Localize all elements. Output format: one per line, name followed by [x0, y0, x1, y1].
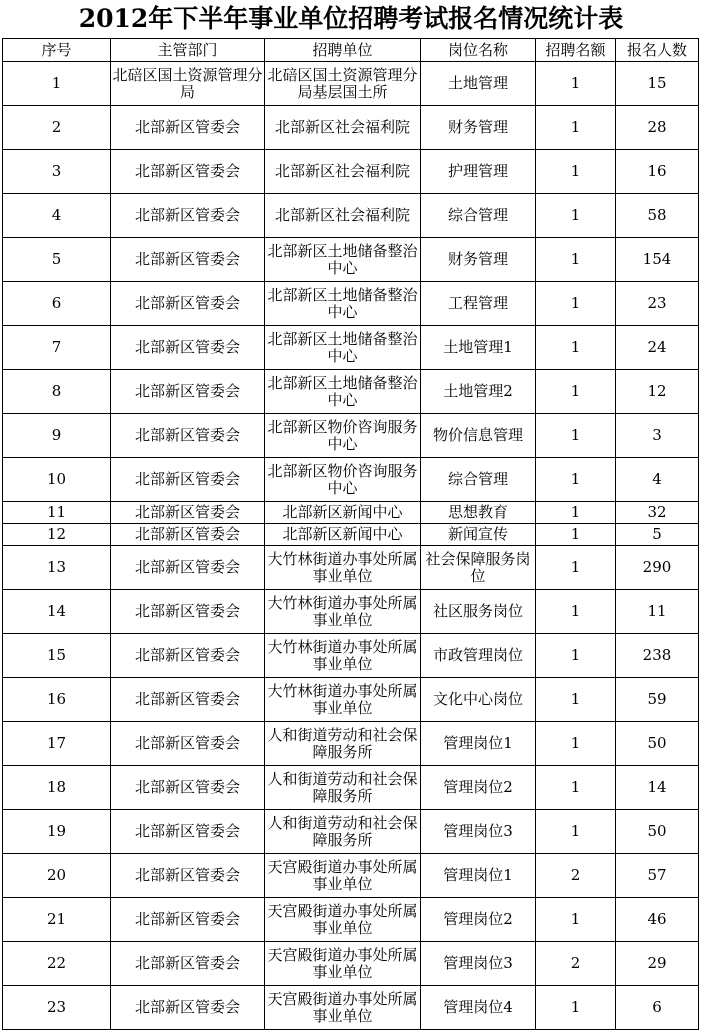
- table-row: [3, 678, 699, 722]
- cell-unit: 北部新区物价咨询服务中心: [265, 414, 421, 458]
- cell-applicants: 16: [616, 150, 699, 194]
- cell-applicants: 46: [616, 898, 699, 942]
- cell-post: 管理岗位2: [421, 766, 536, 810]
- table-row: [3, 502, 699, 524]
- cell-dept: 北部新区管委会: [111, 898, 265, 942]
- cell-quota: 1: [536, 722, 616, 766]
- cell-post: 新闻宣传: [421, 524, 536, 546]
- header-quota: 招聘名额: [536, 39, 616, 62]
- table-row: [3, 238, 699, 282]
- header-no: 序号: [3, 39, 111, 62]
- cell-unit: 大竹林街道办事处所属事业单位: [265, 546, 421, 590]
- cell-applicants: 11: [616, 590, 699, 634]
- cell-quota: 1: [536, 502, 616, 524]
- cell-unit: 北部新区土地储备整治中心: [265, 282, 421, 326]
- cell-dept: 北部新区管委会: [111, 678, 265, 722]
- cell-dept: 北部新区管委会: [111, 722, 265, 766]
- cell-no: 3: [3, 150, 111, 194]
- cell-dept: 北部新区管委会: [111, 150, 265, 194]
- cell-applicants: 154: [616, 238, 699, 282]
- cell-unit: 人和街道劳动和社会保障服务所: [265, 722, 421, 766]
- table-row: [3, 810, 699, 854]
- cell-applicants: 24: [616, 326, 699, 370]
- table-row: [3, 986, 699, 1030]
- cell-quota: 1: [536, 238, 616, 282]
- header-dept: 主管部门: [111, 39, 265, 62]
- cell-no: 15: [3, 634, 111, 678]
- table-row: [3, 194, 699, 238]
- cell-quota: 1: [536, 62, 616, 106]
- cell-quota: 1: [536, 194, 616, 238]
- cell-applicants: 6: [616, 986, 699, 1030]
- cell-no: 18: [3, 766, 111, 810]
- cell-post: 社区服务岗位: [421, 590, 536, 634]
- cell-applicants: 5: [616, 524, 699, 546]
- cell-no: 8: [3, 370, 111, 414]
- cell-unit: 人和街道劳动和社会保障服务所: [265, 810, 421, 854]
- cell-dept: 北部新区管委会: [111, 810, 265, 854]
- cell-no: 17: [3, 722, 111, 766]
- header-unit: 招聘单位: [265, 39, 421, 62]
- cell-unit: 北部新区土地储备整治中心: [265, 326, 421, 370]
- cell-post: 文化中心岗位: [421, 678, 536, 722]
- table-row: [3, 524, 699, 546]
- cell-no: 2: [3, 106, 111, 150]
- cell-post: 综合管理: [421, 458, 536, 502]
- cell-dept: 北部新区管委会: [111, 766, 265, 810]
- cell-applicants: 4: [616, 458, 699, 502]
- cell-applicants: 28: [616, 106, 699, 150]
- table-row: [3, 766, 699, 810]
- cell-no: 7: [3, 326, 111, 370]
- cell-applicants: 15: [616, 62, 699, 106]
- cell-post: 市政管理岗位: [421, 634, 536, 678]
- table-row: [3, 590, 699, 634]
- cell-applicants: 59: [616, 678, 699, 722]
- cell-unit: 北部新区社会福利院: [265, 194, 421, 238]
- table-row: [3, 62, 699, 106]
- cell-no: 6: [3, 282, 111, 326]
- cell-unit: 北部新区新闻中心: [265, 502, 421, 524]
- cell-dept: 北部新区管委会: [111, 238, 265, 282]
- cell-quota: 1: [536, 678, 616, 722]
- cell-quota: 1: [536, 634, 616, 678]
- cell-quota: 1: [536, 810, 616, 854]
- cell-dept: 北部新区管委会: [111, 194, 265, 238]
- cell-quota: 1: [536, 326, 616, 370]
- cell-unit: 天宫殿街道办事处所属事业单位: [265, 898, 421, 942]
- cell-applicants: 23: [616, 282, 699, 326]
- cell-dept: 北部新区管委会: [111, 458, 265, 502]
- cell-quota: 1: [536, 590, 616, 634]
- cell-quota: 1: [536, 150, 616, 194]
- cell-dept: 北部新区管委会: [111, 942, 265, 986]
- cell-applicants: 290: [616, 546, 699, 590]
- cell-quota: 1: [536, 370, 616, 414]
- cell-no: 19: [3, 810, 111, 854]
- cell-post: 管理岗位1: [421, 722, 536, 766]
- table-row: [3, 282, 699, 326]
- cell-unit: 北部新区社会福利院: [265, 150, 421, 194]
- cell-dept: 北部新区管委会: [111, 414, 265, 458]
- cell-post: 工程管理: [421, 282, 536, 326]
- cell-post: 管理岗位2: [421, 898, 536, 942]
- table-row: [3, 942, 699, 986]
- cell-no: 13: [3, 546, 111, 590]
- cell-quota: 1: [536, 898, 616, 942]
- cell-applicants: 14: [616, 766, 699, 810]
- cell-applicants: 29: [616, 942, 699, 986]
- cell-unit: 天宫殿街道办事处所属事业单位: [265, 942, 421, 986]
- cell-no: 12: [3, 524, 111, 546]
- table-row: [3, 634, 699, 678]
- cell-dept: 北部新区管委会: [111, 502, 265, 524]
- cell-unit: 大竹林街道办事处所属事业单位: [265, 678, 421, 722]
- cell-post: 土地管理1: [421, 326, 536, 370]
- cell-post: 综合管理: [421, 194, 536, 238]
- cell-quota: 1: [536, 546, 616, 590]
- cell-unit: 北部新区社会福利院: [265, 106, 421, 150]
- cell-dept: 北碚区国土资源管理分局: [111, 62, 265, 106]
- cell-post: 管理岗位3: [421, 942, 536, 986]
- cell-unit: 天宫殿街道办事处所属事业单位: [265, 986, 421, 1030]
- cell-quota: 1: [536, 986, 616, 1030]
- cell-post: 财务管理: [421, 238, 536, 282]
- cell-post: 物价信息管理: [421, 414, 536, 458]
- table-row: [3, 898, 699, 942]
- cell-unit: 大竹林街道办事处所属事业单位: [265, 590, 421, 634]
- cell-applicants: 57: [616, 854, 699, 898]
- cell-no: 14: [3, 590, 111, 634]
- cell-unit: 北部新区新闻中心: [265, 524, 421, 546]
- cell-post: 管理岗位4: [421, 986, 536, 1030]
- cell-quota: 1: [536, 106, 616, 150]
- cell-unit: 北部新区物价咨询服务中心: [265, 458, 421, 502]
- header-applicants: 报名人数: [616, 39, 699, 62]
- cell-no: 5: [3, 238, 111, 282]
- table-row: [3, 854, 699, 898]
- cell-dept: 北部新区管委会: [111, 282, 265, 326]
- cell-applicants: 12: [616, 370, 699, 414]
- cell-applicants: 50: [616, 810, 699, 854]
- table-row: [3, 106, 699, 150]
- cell-dept: 北部新区管委会: [111, 106, 265, 150]
- cell-no: 20: [3, 854, 111, 898]
- table-row: [3, 458, 699, 502]
- cell-dept: 北部新区管委会: [111, 524, 265, 546]
- table-row: [3, 414, 699, 458]
- header-post: 岗位名称: [421, 39, 536, 62]
- cell-post: 财务管理: [421, 106, 536, 150]
- cell-no: 11: [3, 502, 111, 524]
- cell-unit: 大竹林街道办事处所属事业单位: [265, 634, 421, 678]
- cell-no: 4: [3, 194, 111, 238]
- cell-post: 管理岗位3: [421, 810, 536, 854]
- cell-quota: 1: [536, 414, 616, 458]
- cell-post: 土地管理2: [421, 370, 536, 414]
- cell-post: 管理岗位1: [421, 854, 536, 898]
- cell-quota: 2: [536, 854, 616, 898]
- cell-unit: 北部新区土地储备整治中心: [265, 370, 421, 414]
- page-title: 2012年下半年事业单位招聘考试报名情况统计表: [78, 4, 624, 33]
- cell-post: 土地管理: [421, 62, 536, 106]
- table-header-row: [3, 39, 699, 62]
- cell-applicants: 3: [616, 414, 699, 458]
- cell-no: 1: [3, 62, 111, 106]
- cell-dept: 北部新区管委会: [111, 634, 265, 678]
- cell-dept: 北部新区管委会: [111, 986, 265, 1030]
- table-row: [3, 546, 699, 590]
- cell-quota: 2: [536, 942, 616, 986]
- cell-dept: 北部新区管委会: [111, 326, 265, 370]
- cell-quota: 1: [536, 458, 616, 502]
- cell-dept: 北部新区管委会: [111, 590, 265, 634]
- cell-dept: 北部新区管委会: [111, 854, 265, 898]
- cell-quota: 1: [536, 766, 616, 810]
- table-row: [3, 722, 699, 766]
- cell-no: 16: [3, 678, 111, 722]
- cell-dept: 北部新区管委会: [111, 370, 265, 414]
- table-row: [3, 326, 699, 370]
- cell-applicants: 238: [616, 634, 699, 678]
- table-row: [3, 150, 699, 194]
- cell-unit: 人和街道劳动和社会保障服务所: [265, 766, 421, 810]
- cell-applicants: 58: [616, 194, 699, 238]
- cell-applicants: 50: [616, 722, 699, 766]
- recruitment-table: [2, 38, 699, 1030]
- cell-unit: 天宫殿街道办事处所属事业单位: [265, 854, 421, 898]
- cell-dept: 北部新区管委会: [111, 546, 265, 590]
- cell-unit: 北碚区国土资源管理分局基层国土所: [265, 62, 421, 106]
- cell-post: 思想教育: [421, 502, 536, 524]
- cell-applicants: 32: [616, 502, 699, 524]
- table-row: [3, 370, 699, 414]
- cell-no: 22: [3, 942, 111, 986]
- cell-post: 护理管理: [421, 150, 536, 194]
- cell-no: 21: [3, 898, 111, 942]
- cell-unit: 北部新区土地储备整治中心: [265, 238, 421, 282]
- cell-no: 10: [3, 458, 111, 502]
- cell-quota: 1: [536, 524, 616, 546]
- cell-post: 社会保障服务岗位: [421, 546, 536, 590]
- cell-no: 9: [3, 414, 111, 458]
- cell-no: 23: [3, 986, 111, 1030]
- cell-quota: 1: [536, 282, 616, 326]
